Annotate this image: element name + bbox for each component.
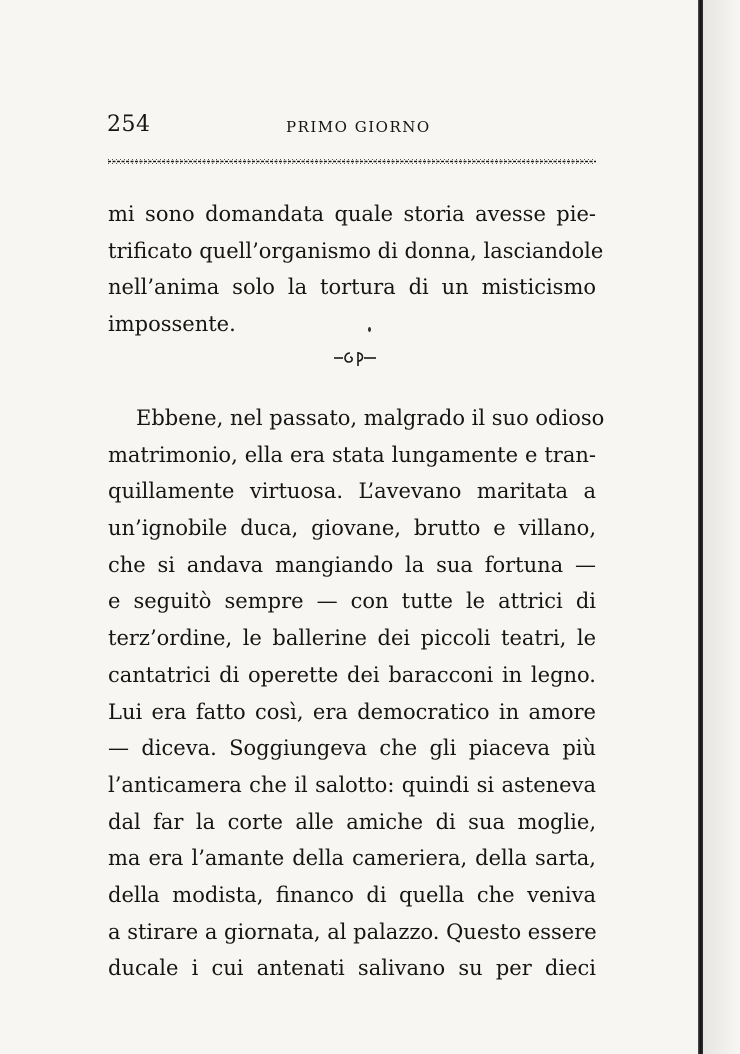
text-line: un’ignobile duca, giovane, brutto e villano, (108, 516, 596, 541)
text-line: Lui era fatto così, era democratico in amore (108, 699, 596, 724)
page-edge-margin (703, 0, 740, 1054)
page-number: 254 (107, 112, 151, 137)
text-line: che si andava mangiando la sua fortuna — (108, 552, 596, 577)
text-line: terz’ordine, le ballerine dei piccoli teatri, le (108, 626, 596, 651)
text-line: matrimonio, ella era stata lungamente e tran- (108, 442, 596, 467)
text-line: Ebbene, nel passato, malgrado il suo odioso (136, 406, 605, 430)
text-line: impossente. (108, 312, 236, 337)
text-line: trificato quell’organismo di donna, lasciandole (108, 238, 604, 263)
ink-speck (368, 327, 371, 332)
text-line: ma era l’amante della cameriera, della sarta, (108, 846, 596, 871)
text-line: nell’anima solo la tortura di un misticismo (108, 275, 596, 300)
text-line: quillamente virtuosa. L’avevano maritata a (108, 479, 596, 504)
text-line: della modista, financo di quella che veniva (108, 882, 596, 907)
text-line: mi sono domandata quale storia avesse pie- (108, 202, 596, 226)
paragraph-1 (108, 196, 604, 343)
text-line: l’anticamera che il salotto: quindi si asteneva (108, 772, 596, 797)
decorative-rule (108, 158, 596, 165)
text-line: — diceva. Soggiungeva che gli piaceva più (108, 736, 596, 761)
section-divider-ornament-icon (333, 345, 377, 369)
text-line: ducale i cui antenati salivano su per dieci (108, 956, 596, 981)
text-line: e seguitò sempre — con tutte le attrici di (108, 589, 596, 614)
paragraph-2 (108, 400, 605, 987)
running-head: PRIMO GIORNO (286, 118, 431, 136)
text-line: a stirare a giornata, al palazzo. Questo essere (108, 919, 597, 944)
text-line: cantatrici di operette dei baracconi in legno. (108, 662, 596, 687)
text-line: dal far la corte alle amiche di sua moglie, (108, 809, 596, 834)
